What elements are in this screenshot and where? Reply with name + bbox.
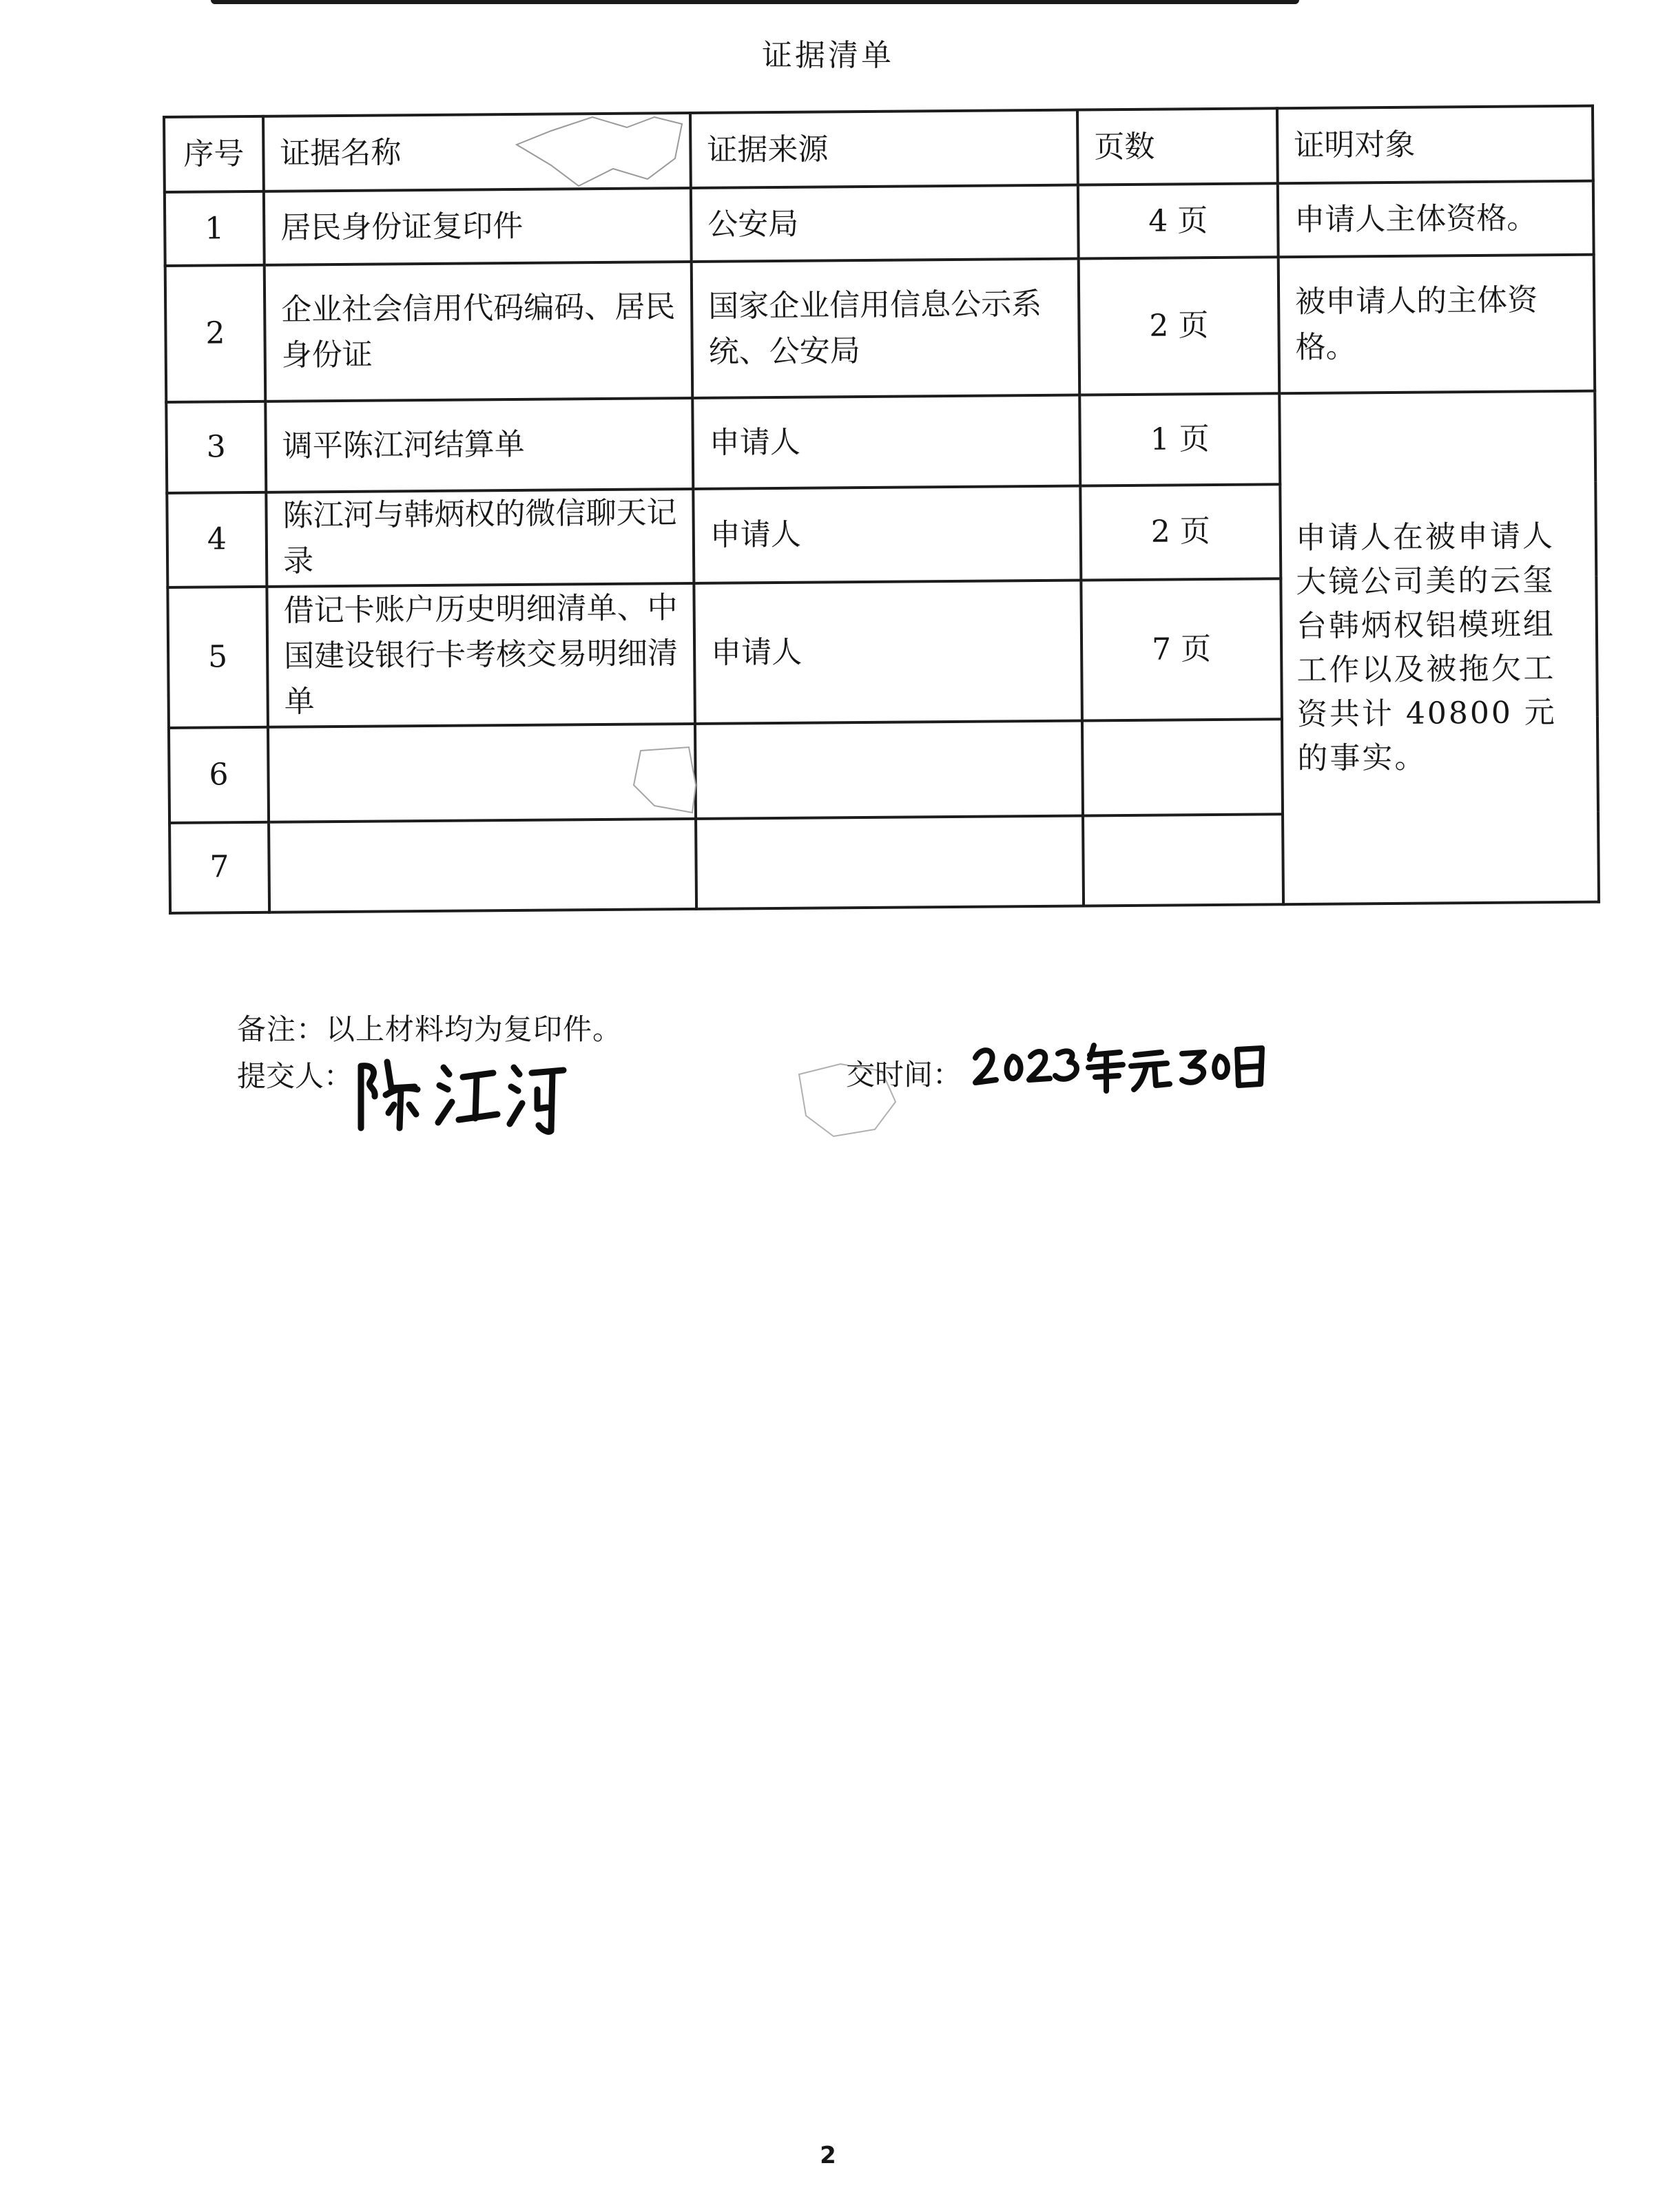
table-row bbox=[165, 181, 1594, 266]
row-source: 申请人 bbox=[694, 581, 1082, 724]
page-title: 证据清单 bbox=[762, 38, 894, 73]
header-purpose: 证明对象 bbox=[1277, 106, 1593, 184]
row-source: 国家企业信用信息公示系统、公安局 bbox=[692, 259, 1080, 398]
row-name: 居民身份证复印件 bbox=[264, 188, 692, 265]
header-source: 证据来源 bbox=[690, 110, 1078, 189]
handwritten-date bbox=[971, 1030, 1267, 1099]
row-no: 4 bbox=[167, 492, 267, 587]
row-no: 7 bbox=[169, 822, 269, 913]
header-pages: 页数 bbox=[1077, 108, 1278, 185]
row-source: 申请人 bbox=[692, 395, 1080, 489]
row-pages: 4 页 bbox=[1078, 183, 1279, 258]
row-pages: 2 页 bbox=[1080, 484, 1281, 581]
submitter-label: 提交人： bbox=[237, 1059, 353, 1093]
row-name bbox=[269, 819, 696, 912]
row-purpose: 被申请人的主体资格。 bbox=[1279, 255, 1595, 394]
row-no: 6 bbox=[169, 727, 269, 823]
row-pages: 7 页 bbox=[1081, 578, 1282, 720]
paper-tear-mark bbox=[510, 103, 689, 193]
row-pages: 2 页 bbox=[1079, 258, 1280, 395]
row-name: 企业社会信用代码编码、居民身份证 bbox=[265, 262, 693, 401]
row-source: 公安局 bbox=[691, 185, 1079, 262]
page-number: 2 bbox=[820, 2142, 836, 2169]
handwritten-signature bbox=[351, 1047, 572, 1136]
submit-time-label: 交时间： bbox=[846, 1058, 962, 1092]
evidence-table bbox=[163, 105, 1600, 915]
merged-purpose-cell: 申请人在被申请人大镜公司美的云玺台韩炳权铝模班组工作以及被拖欠工资共计 40800 元的事实。 bbox=[1279, 391, 1599, 904]
row-source bbox=[695, 721, 1083, 819]
paper-tear-mark bbox=[627, 744, 703, 820]
row-name: 陈江河与韩炳权的微信聊天记录 bbox=[266, 489, 694, 587]
row-source bbox=[696, 815, 1084, 909]
row-source: 申请人 bbox=[693, 486, 1081, 583]
row-no: 3 bbox=[166, 401, 266, 492]
header-name: 证据名称 bbox=[263, 113, 691, 191]
table-row bbox=[165, 255, 1595, 402]
table-row bbox=[166, 391, 1595, 493]
row-name: 借记卡账户历史明细清单、中国建设银行卡考核交易明细清单 bbox=[267, 583, 695, 727]
row-no: 5 bbox=[167, 587, 268, 728]
row-no: 2 bbox=[165, 265, 266, 402]
row-no: 1 bbox=[165, 191, 265, 266]
row-pages bbox=[1083, 814, 1283, 906]
row-purpose: 申请人主体资格。 bbox=[1278, 181, 1594, 258]
row-pages: 1 页 bbox=[1079, 394, 1280, 486]
remark: 备注：以上材料均为复印件。 bbox=[237, 1012, 623, 1046]
row-name: 调平陈江河结算单 bbox=[265, 398, 693, 492]
table-header-row bbox=[164, 106, 1593, 192]
top-scan-edge bbox=[211, 0, 1299, 4]
header-no: 序号 bbox=[164, 116, 264, 192]
row-pages bbox=[1082, 719, 1283, 815]
